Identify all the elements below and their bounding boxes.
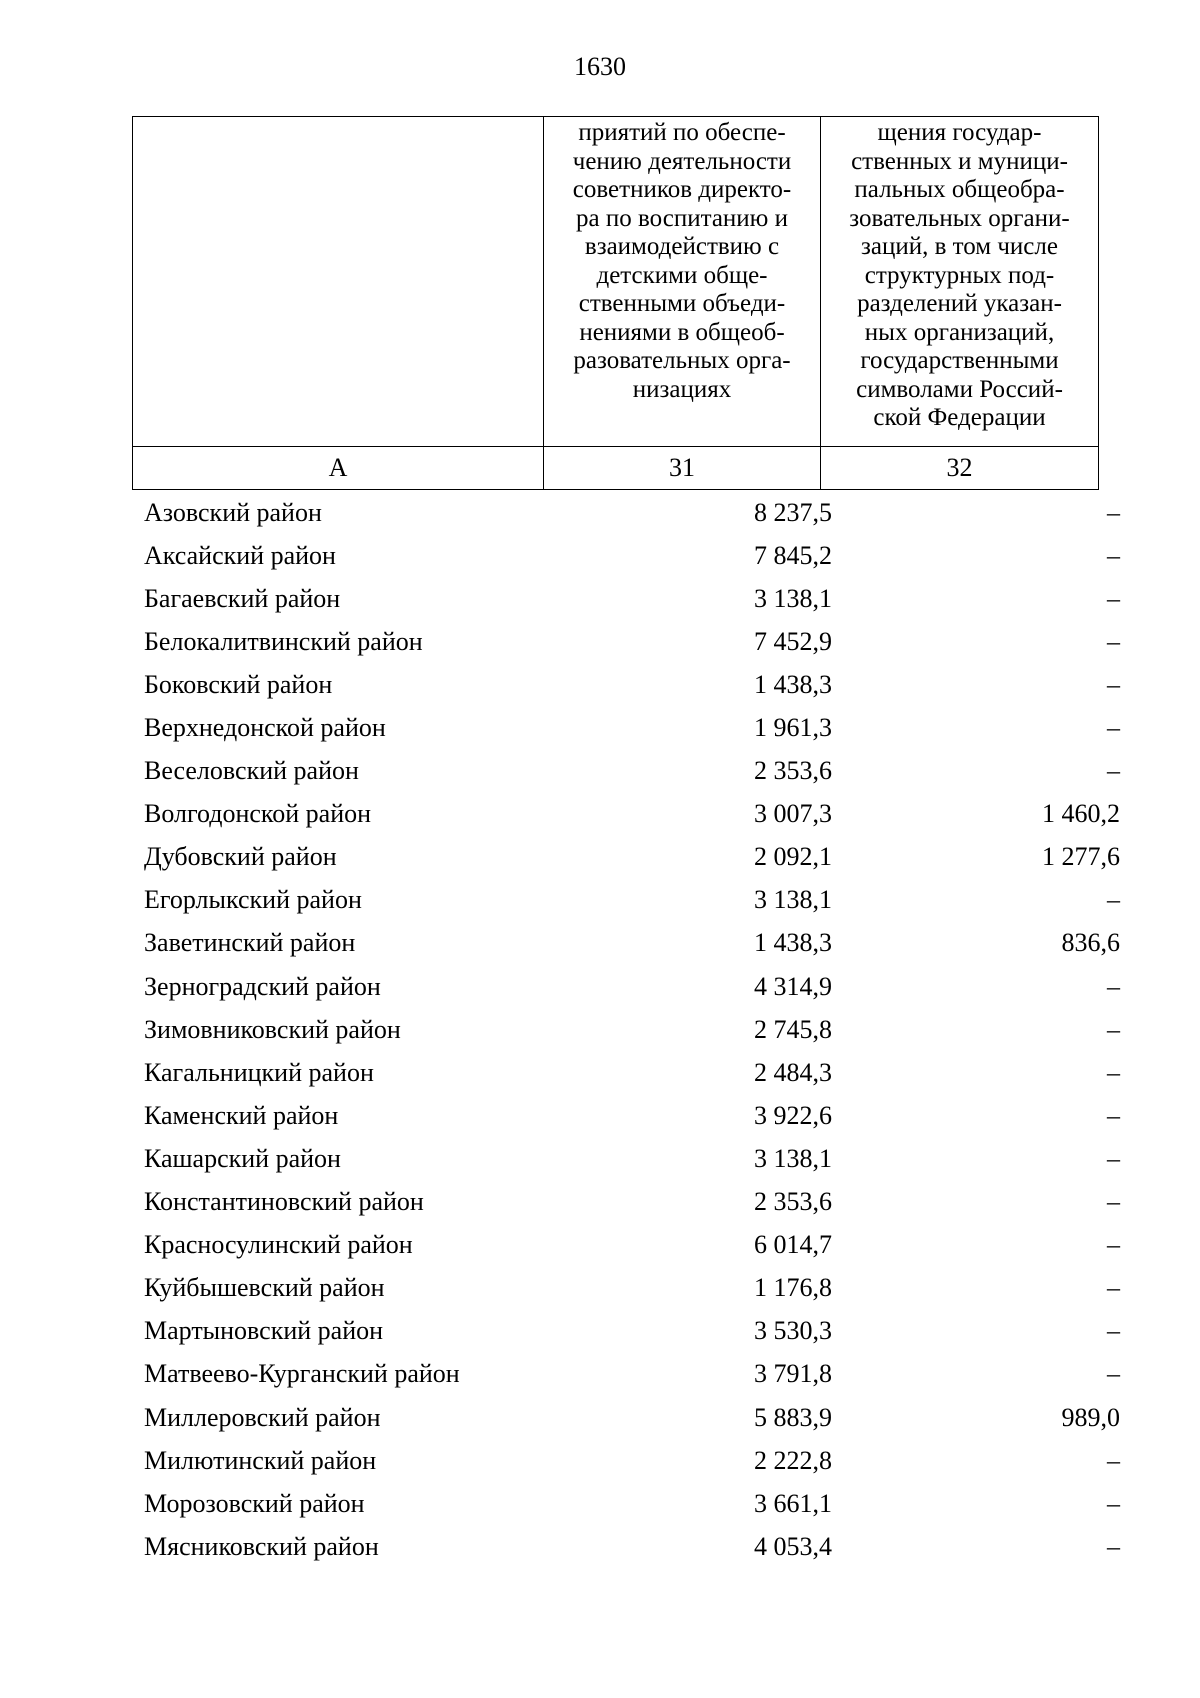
table-row	[132, 577, 1130, 620]
page-number: 1630	[574, 52, 626, 81]
value-col-31: 3 138,1	[754, 1143, 832, 1173]
value-col-31: 7 452,9	[754, 626, 832, 656]
value-col-31: 5 883,9	[754, 1402, 832, 1432]
header-col-32-text: щения государ- ственных и муници- пальных общеобра- зовательных органи- заций, в том числе структурных под- разделений указан- ных организаций, государственными символами Россий- ской Федерации	[849, 119, 1070, 431]
value-col-32: –	[1107, 1531, 1120, 1561]
table-row	[132, 836, 1130, 879]
district-name: Кашарский район	[144, 1143, 341, 1173]
value-col-32: –	[1107, 713, 1120, 743]
table-row	[132, 1267, 1130, 1310]
value-col-32: –	[1107, 626, 1120, 656]
index-col-32: 32	[821, 447, 1099, 490]
value-col-31: 3 138,1	[754, 583, 832, 613]
value-col-31: 2 484,3	[754, 1057, 832, 1087]
value-col-31: 2 092,1	[754, 842, 832, 872]
table-row	[132, 534, 1130, 577]
table-row	[132, 1353, 1130, 1396]
table-row	[132, 1137, 1130, 1180]
value-col-32: –	[1107, 669, 1120, 699]
value-col-32: 989,0	[1061, 1402, 1120, 1432]
value-col-32: –	[1107, 1488, 1120, 1518]
value-col-32: –	[1107, 540, 1120, 570]
table-row	[132, 491, 1130, 534]
value-col-31: 4 314,9	[754, 971, 832, 1001]
table-row	[132, 1181, 1130, 1224]
value-col-31: 2 353,6	[754, 1187, 832, 1217]
district-name: Багаевский район	[144, 583, 341, 613]
table-row	[132, 620, 1130, 663]
district-name: Боковский район	[144, 669, 333, 699]
header-col-31-text: приятий по обеспе- чению деятельности советников директо- ра по воспитанию и взаимодействию с детскими обще- ственными объеди- нениями в общеоб- разовательных орга- низациях	[572, 119, 792, 403]
value-col-32: –	[1107, 497, 1120, 527]
value-col-32: –	[1107, 1143, 1120, 1173]
district-name: Кагальницкий район	[144, 1057, 374, 1087]
value-col-32: –	[1107, 1359, 1120, 1389]
district-name: Куйбышевский район	[144, 1273, 385, 1303]
column-index-row	[133, 447, 1099, 490]
district-name: Миллеровский район	[144, 1402, 381, 1432]
value-col-31: 3 530,3	[754, 1316, 832, 1346]
index-col-31: 31	[544, 447, 821, 490]
value-col-32: –	[1107, 1230, 1120, 1260]
table-row	[132, 965, 1130, 1008]
district-name: Константиновский район	[144, 1187, 424, 1217]
value-col-32: –	[1107, 1100, 1120, 1130]
value-col-31: 7 845,2	[754, 540, 832, 570]
table-row	[132, 1224, 1130, 1267]
value-col-32: –	[1107, 1057, 1120, 1087]
district-name: Красносулинский район	[144, 1230, 413, 1260]
table-row	[132, 1310, 1130, 1353]
value-col-32: –	[1107, 583, 1120, 613]
value-col-31: 8 237,5	[754, 497, 832, 527]
value-col-32: –	[1107, 1014, 1120, 1044]
value-col-32: –	[1107, 885, 1120, 915]
value-col-31: 1 438,3	[754, 669, 832, 699]
value-col-31: 6 014,7	[754, 1230, 832, 1260]
header-col-a	[133, 117, 544, 447]
table-row	[132, 879, 1130, 922]
value-col-32: 1 460,2	[1042, 799, 1120, 829]
district-name: Мясниковский район	[144, 1531, 379, 1561]
district-name: Заветинский район	[144, 928, 356, 958]
value-col-31: 2 353,6	[754, 756, 832, 786]
value-col-31: 3 922,6	[754, 1100, 832, 1130]
value-col-32: 1 277,6	[1042, 842, 1120, 872]
table-header	[132, 116, 1099, 490]
value-col-31: 3 791,8	[754, 1359, 832, 1389]
table-row	[132, 706, 1130, 749]
value-col-31: 2 745,8	[754, 1014, 832, 1044]
data-table-body	[132, 491, 1130, 1568]
table-row	[132, 1482, 1130, 1525]
value-col-31: 1 438,3	[754, 928, 832, 958]
value-col-32: –	[1107, 1273, 1120, 1303]
district-name: Дубовский район	[144, 842, 337, 872]
district-name: Волгодонской район	[144, 799, 372, 829]
value-col-31: 1 961,3	[754, 713, 832, 743]
table-row	[132, 793, 1130, 836]
table-row	[132, 663, 1130, 706]
value-col-32: –	[1107, 1445, 1120, 1475]
district-name: Белокалитвинский район	[144, 626, 423, 656]
value-col-32: 836,6	[1061, 928, 1120, 958]
value-col-32: –	[1107, 971, 1120, 1001]
table-row	[132, 750, 1130, 793]
table-row	[132, 1439, 1130, 1482]
index-col-a: А	[133, 447, 544, 490]
district-name: Каменский район	[144, 1100, 339, 1130]
district-name: Зимовниковский район	[144, 1014, 401, 1044]
table-row	[132, 1094, 1130, 1137]
data-table	[132, 491, 1130, 1568]
table-row	[132, 1525, 1130, 1568]
district-name: Верхнедонской район	[144, 713, 386, 743]
value-col-31: 2 222,8	[754, 1445, 832, 1475]
district-name: Егорлыкский район	[144, 885, 362, 915]
district-name: Веселовский район	[144, 756, 359, 786]
district-name: Зерноградский район	[144, 971, 381, 1001]
district-name: Аксайский район	[144, 540, 336, 570]
header-col-32	[821, 117, 1099, 447]
table-row	[132, 1008, 1130, 1051]
value-col-31: 3 007,3	[754, 799, 832, 829]
district-name: Матвеево-Курганский район	[144, 1359, 460, 1389]
table-row	[132, 1396, 1130, 1439]
table-row	[132, 1051, 1130, 1094]
district-name: Азовский район	[144, 497, 322, 527]
value-col-31: 3 138,1	[754, 885, 832, 915]
value-col-32: –	[1107, 756, 1120, 786]
table-row	[132, 922, 1130, 965]
header-col-31	[544, 117, 821, 447]
district-name: Мартыновский район	[144, 1316, 384, 1346]
column-headers-row	[133, 117, 1099, 447]
value-col-32: –	[1107, 1187, 1120, 1217]
value-col-32: –	[1107, 1316, 1120, 1346]
district-name: Милютинский район	[144, 1445, 377, 1475]
value-col-31: 1 176,8	[754, 1273, 832, 1303]
value-col-31: 4 053,4	[754, 1531, 832, 1561]
value-col-31: 3 661,1	[754, 1488, 832, 1518]
district-name: Морозовский район	[144, 1488, 365, 1518]
